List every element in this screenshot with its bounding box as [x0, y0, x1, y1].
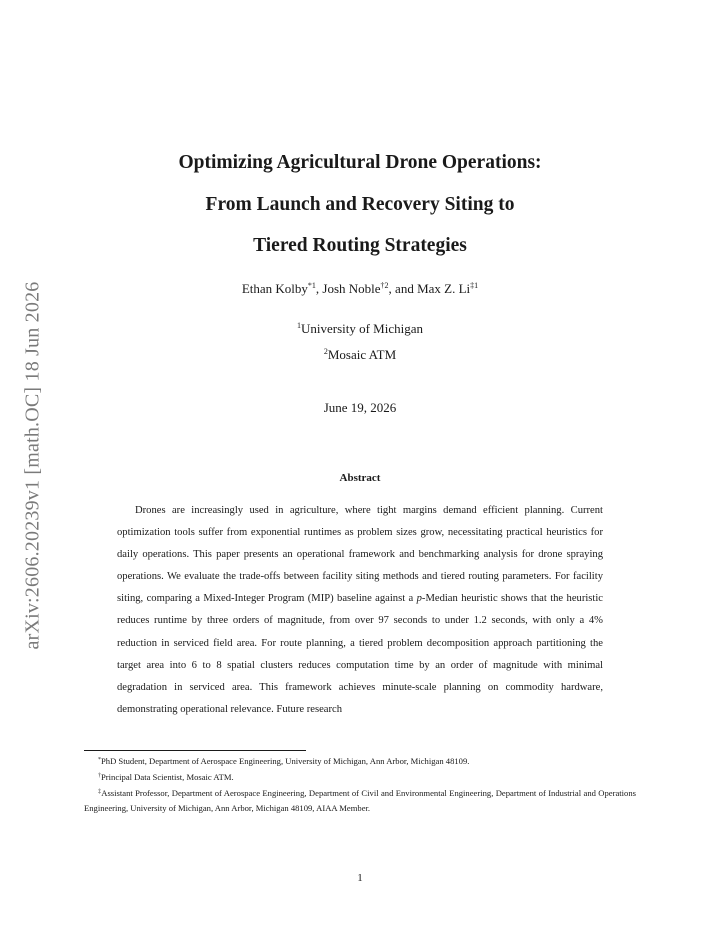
footnote-mark: *	[98, 757, 101, 763]
author-name: Max Z. Li	[417, 281, 471, 296]
author-mark: ‡1	[470, 281, 479, 290]
author-mark: *1	[307, 281, 316, 290]
footnote-mark: †	[98, 773, 101, 779]
title-line: Optimizing Agricultural Drone Operations:	[178, 152, 542, 173]
footnote	[84, 753, 636, 769]
footnote-mark: ‡	[98, 789, 102, 795]
author-separator: ,	[315, 281, 323, 296]
author-name: Ethan Kolby	[241, 281, 308, 296]
abstract-text: Drones are increasingly used in agriculture, where tight margins demand efficient planning. Current optimization tools suffer from exponential runtimes as problem sizes grow, necessitating practical heuristics for daily operations. This paper presents an operational framework and benchmarking analysis for drone spraying operations. We evaluate the trade-offs between facility siting methods and tiered routing parameters. For facility siting, comparing a Mixed-Integer Program (MIP) baseline against a	[117, 505, 603, 605]
abstract-math-p: p	[416, 593, 422, 605]
footnote-text: Principal Data Scientist, Mosaic ATM.	[101, 772, 234, 782]
affiliation	[100, 321, 620, 337]
footnote	[84, 785, 636, 816]
arxiv-side-stamp	[16, 245, 50, 685]
arxiv-identifier: arXiv:2606.20239v1 [math.OC] 18 Jun 2026	[21, 281, 44, 649]
title-line: From Launch and Recovery Siting to	[205, 193, 515, 215]
footnote-text: Assistant Professor, Department of Aerospace Engineering, Department of Civil and Environmental Engineering, Department of Industrial and Operations Engineering, University of Michigan, Ann Arbor, Michigan 48109, AIAA Member.	[84, 788, 636, 813]
footnote	[84, 769, 636, 785]
author-name: Josh Noble	[322, 281, 381, 296]
abstract-heading: Abstract	[339, 472, 381, 484]
affiliation-mark: 2	[323, 347, 328, 356]
affiliation-mark: 1	[296, 321, 301, 330]
author-list	[100, 281, 620, 297]
paper-title	[100, 142, 620, 267]
author-separator: , and	[388, 281, 418, 296]
author-mark: †2	[380, 281, 389, 290]
publication-date: June 19, 2026	[323, 400, 397, 415]
abstract-body	[117, 500, 603, 721]
footnote-divider	[84, 750, 306, 751]
affiliation-name: Mosaic ATM	[327, 347, 397, 362]
title-line: Tiered Routing Strategies	[253, 235, 467, 256]
footnote-text: PhD Student, Department of Aerospace Engineering, University of Michigan, Ann Arbor, Michigan 48109.	[101, 756, 470, 766]
affiliation	[100, 347, 620, 363]
affiliation-name: University of Michigan	[300, 321, 424, 336]
abstract-text: -Median heuristic shows that the heuristic reduces runtime by three orders of magnitude, from over 97 seconds to under 1.2 seconds, with only a 4% reduction in serviced field area. For route planning, a tiered problem decomposition approach partitioning the target area into 6 to 8 spatial clusters reduces computation time by an order of magnitude with minimal degradation in serviced area. This framework achieves minute-scale planning on commodity hardware, demonstrating operational relevance. Future research	[117, 593, 603, 715]
page-number: 1	[357, 872, 363, 884]
footnotes	[84, 753, 636, 816]
